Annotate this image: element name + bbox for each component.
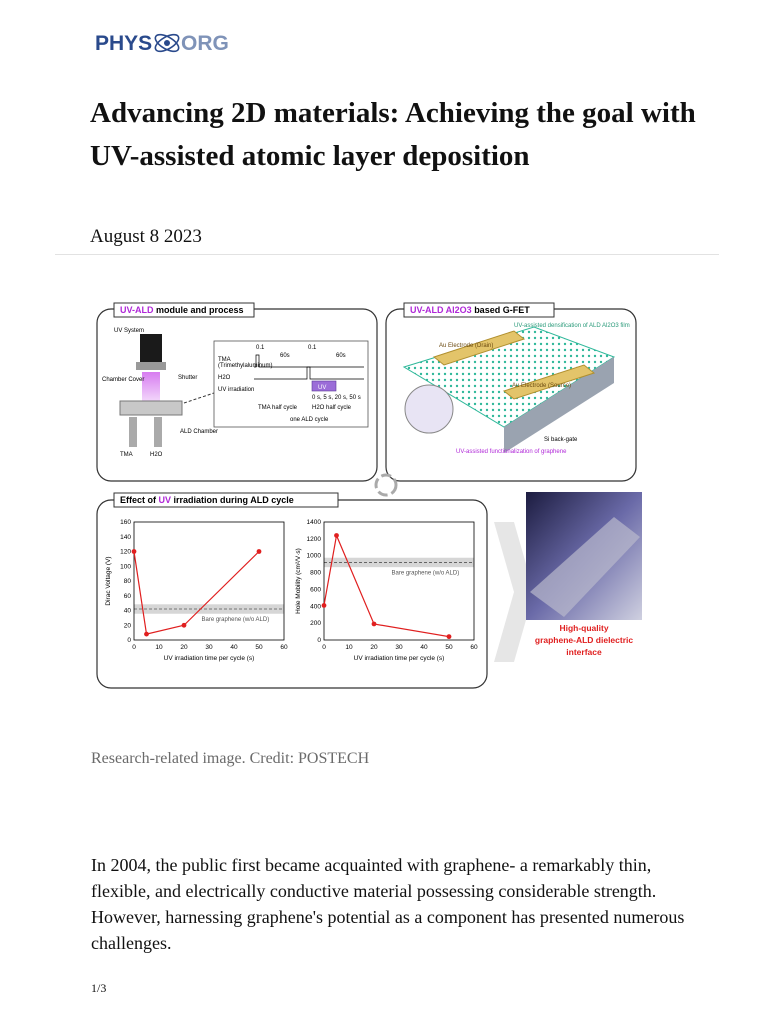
x-axis-label: UV irradiation time per cycle (s) — [163, 655, 255, 662]
x-tick-label: 30 — [205, 644, 213, 651]
timing-uv-label: UV irradiation — [218, 387, 255, 393]
timing-h2o-label: H2O — [218, 375, 231, 381]
data-point — [144, 632, 149, 637]
y-tick-label: 100 — [120, 563, 131, 571]
y-tick-label: 1000 — [306, 552, 321, 560]
article-date: August 8 2023 — [90, 226, 202, 247]
y-tick-label: 1400 — [306, 519, 321, 526]
y-tick-label: 160 — [120, 519, 131, 526]
data-point — [322, 603, 327, 608]
x-tick-label: 10 — [345, 644, 353, 651]
data-point — [447, 634, 452, 639]
chamber-cover-label: Chamber Cover — [102, 377, 145, 383]
source-label: Au Electrode (Source) — [512, 383, 572, 389]
svg-text:0.1: 0.1 — [308, 345, 317, 351]
x-tick-label: 20 — [370, 644, 378, 651]
reference-label: Bare graphene (w/o ALD) — [391, 570, 460, 577]
y-tick-label: 40 — [123, 607, 131, 615]
svg-text:H2O half cycle: H2O half cycle — [312, 405, 352, 411]
svg-text:0.1: 0.1 — [256, 345, 265, 351]
backgate-label: Si back-gate — [544, 437, 578, 443]
x-tick-label: 60 — [280, 644, 288, 651]
timing-tma-label: TMA — [218, 357, 231, 363]
data-point — [334, 533, 339, 538]
drain-label: Au Electrode (Drain) — [439, 343, 494, 349]
panel-c-title: Effect of UV irradiation during ALD cycle — [120, 495, 294, 505]
page-indicator: 1/3 — [91, 981, 107, 995]
y-tick-label: 120 — [120, 548, 131, 556]
uv-pulse-box: UV — [318, 385, 327, 391]
data-point — [132, 549, 137, 554]
svg-text:one ALD cycle: one ALD cycle — [290, 417, 329, 423]
y-tick-label: 400 — [310, 603, 321, 611]
y-tick-label: 80 — [123, 578, 131, 585]
panel-uv-ald-module — [97, 303, 377, 481]
panel-a-title: UV-ALD module and process — [120, 305, 244, 315]
divider — [55, 254, 719, 255]
uv-system-label: UV System — [114, 328, 145, 334]
body-paragraph: In 2004, the public first became acquainted with graphene- a remarkably thin, flexible, and electrically conductive material possessing considerable strength. However, harnessing graphene's potential as a component has presented numerous challenges. — [91, 855, 685, 953]
h2o-label: H2O — [150, 452, 163, 458]
figure-caption: Research-related image. Credit: POSTECH — [91, 750, 370, 767]
logo-text-right: ORG — [181, 32, 229, 55]
panel-b-title: UV-ALD Al2O3 based G-FET — [410, 305, 530, 315]
x-tick-label: 50 — [445, 644, 453, 651]
x-axis-label: UV irradiation time per cycle (s) — [353, 655, 445, 662]
y-axis-label: Hole Mobility (cm²/V·s) — [295, 548, 302, 614]
panel-gfet — [386, 303, 636, 481]
atom-icon — [153, 31, 182, 54]
logo-text-left: PHYS — [95, 32, 153, 55]
x-tick-label: 50 — [255, 644, 263, 651]
research-figure — [94, 287, 646, 695]
y-tick-label: 20 — [123, 622, 131, 630]
x-tick-label: 40 — [230, 644, 238, 651]
tma-label: TMA — [120, 452, 133, 458]
y-tick-label: 60 — [123, 592, 131, 600]
svg-text:60s: 60s — [336, 353, 346, 359]
y-tick-label: 600 — [310, 586, 321, 594]
shutter-label: Shutter — [178, 375, 198, 381]
x-tick-label: 20 — [180, 644, 188, 651]
article-title: Advancing 2D materials: Achieving the goal with UV-assisted atomic layer deposition — [90, 97, 696, 172]
data-point — [182, 623, 187, 628]
x-tick-label: 40 — [420, 644, 428, 651]
timing-tma-full-label: (Trimethylaluminum) — [218, 363, 273, 369]
reference-label: Bare graphene (w/o ALD) — [201, 617, 270, 624]
y-axis-label: Dirac Voltage (V) — [105, 556, 112, 606]
y-tick-label: 800 — [310, 569, 321, 577]
densification-label: UV-assisted densification of ALD Al2O3 film — [514, 323, 630, 329]
x-tick-label: 30 — [395, 644, 403, 651]
y-tick-label: 0 — [127, 637, 131, 644]
ald-chamber-label: ALD Chamber — [180, 429, 219, 435]
y-tick-label: 200 — [310, 620, 321, 628]
panel-uv-effect — [97, 493, 487, 688]
photo-caption-line1: High-quality — [559, 623, 609, 633]
y-tick-label: 1200 — [306, 535, 321, 543]
y-tick-label: 140 — [120, 533, 131, 541]
functionalization-label: UV-assisted functionalization of graphene — [456, 449, 567, 455]
physorg-logo[interactable] — [95, 26, 235, 60]
svg-text:TMA half cycle: TMA half cycle — [258, 405, 298, 411]
x-tick-label: 0 — [322, 644, 326, 651]
photo-caption-line3: interface — [566, 647, 602, 657]
x-tick-label: 60 — [470, 644, 478, 651]
panel-photo — [526, 492, 642, 657]
x-tick-label: 10 — [155, 644, 163, 651]
svg-text:0 s, 5 s, 20 s, 50 s: 0 s, 5 s, 20 s, 50 s — [312, 395, 361, 401]
data-point — [372, 622, 377, 627]
data-point — [257, 549, 262, 554]
y-tick-label: 0 — [317, 637, 321, 644]
x-tick-label: 0 — [132, 644, 136, 651]
svg-text:60s: 60s — [280, 353, 290, 359]
photo-caption-line2: graphene-ALD dielectric — [534, 635, 634, 645]
